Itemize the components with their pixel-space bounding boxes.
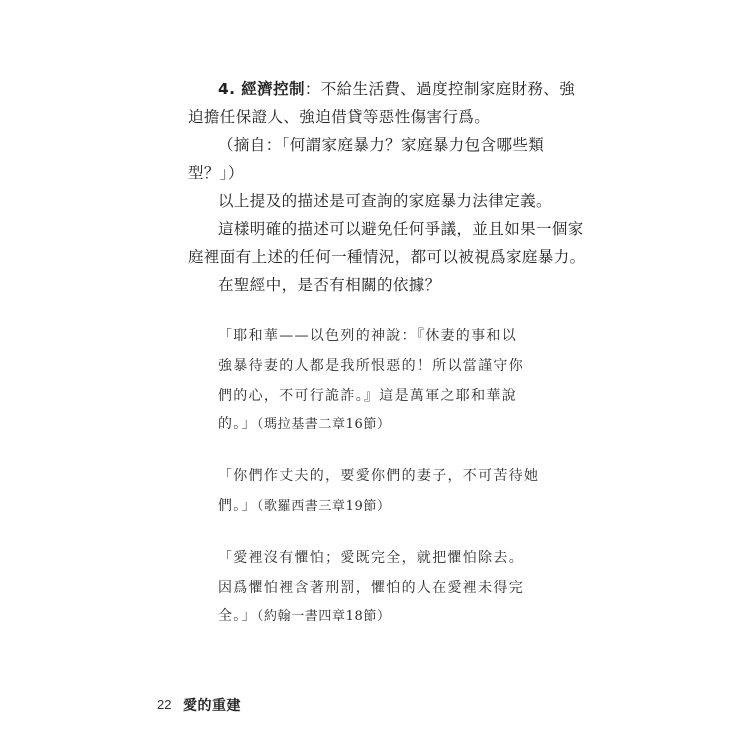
quote-1-line-1: 「耶和華——以色列的神說：『休妻的事和以 [218,328,517,344]
body-line-5: 以上提及的描述是可查詢的家庭暴力法律定義。 [218,192,552,210]
quote-1-line-3: 們的心，不可行詭詐。』這是萬軍之耶和華說 [218,388,517,404]
body-line-7: 庭裡面有上述的任何一種情況，都可以被視爲家庭暴力。 [188,248,586,266]
quote-3-reference: （約翰一書四章18節） [256,609,391,624]
quote-1-line-4: 的。」（瑪拉基書二章16節） [218,416,391,432]
quote-2-line-1: 「你們作丈夫的，要愛你們的妻子，不可苦待她 [218,468,540,484]
page-number: 22 [157,697,172,712]
quote-2-line-2: 們。」（歌羅西書三章19節） [218,498,391,514]
body-line-4: 型？」） [188,164,244,182]
quote-2-reference: （歌羅西書三章19節） [256,499,391,514]
quote-1-line-2: 強暴待妻的人都是我所恨惡的！所以當謹守你 [218,358,524,374]
book-title: 愛的重建 [183,698,241,714]
quote-1-reference: （瑪拉基書二章16節） [256,417,391,432]
body-line-2: 迫擔任保證人、強迫借貸等惡性傷害行爲。 [188,108,491,126]
quote-3-line-1: 「愛裡沒有懼怕；愛既完全，就把懼怕除去。 [218,550,524,566]
quote-3-line-3: 全。」（約翰一書四章18節） [218,608,391,624]
quote-3-line-2: 因爲懼怕裡含著刑罰，懼怕的人在愛裡未得完 [218,580,524,596]
body-line-6: 這樣明確的描述可以避免任何爭議，並且如果一個家 [218,220,584,238]
body-line-3: （摘自：「何謂家庭暴力？家庭暴力包含哪些類 [218,136,545,154]
body-line-8: 在聖經中，是否有相關的依據？ [218,276,441,294]
body-line-1: 4. 經濟控制：不給生活費、過度控制家庭財務、強 [218,80,576,98]
section-heading: 4. 經濟控制 [218,80,305,98]
